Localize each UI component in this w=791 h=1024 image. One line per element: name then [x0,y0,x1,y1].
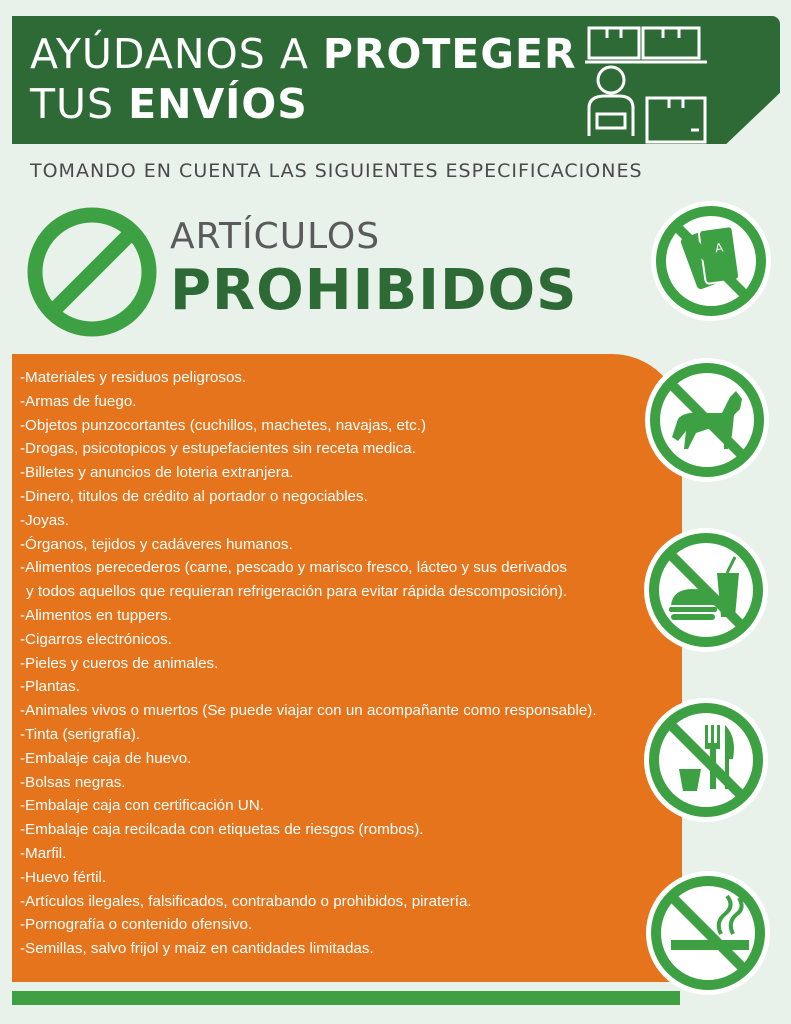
list-item: y todos aquellos que requieran refrigeración para evitar rápida descomposición). [26,583,568,601]
list-item: -Semillas, salvo frijol y maiz en cantidades limitadas. [20,940,374,958]
list-item: -Joyas. [20,511,69,529]
list-item: -Embalaje caja recilcada con etiquetas de riesgos (rombos). [20,821,424,839]
list-item: -Marfil. [20,844,67,862]
list-item: -Bolsas negras. [20,773,126,791]
list-item: -Dinero, titulos de crédito al portador o negociables. [20,487,368,505]
list-item: -Alimentos en tuppers. [20,606,172,624]
prohibited-items-list [20,366,597,961]
list-item: -Cigarros electrónicos. [20,630,172,648]
footer-bar [12,991,680,1005]
list-item: -Drogas, psicotopicos y estupefacientes sin receta medica. [20,440,416,458]
list-item: -Plantas. [20,678,80,696]
list-item: -Pieles y cueros de animales. [20,654,219,672]
list-item: -Pornografía o contenido ofensivo. [20,916,253,934]
list-item: -Huevo fértil. [20,868,107,886]
subtitle: TOMANDO EN CUENTA LAS SIGUIENTES ESPECIFICACIONES [30,160,643,182]
header-title-line2 [30,80,308,128]
list-item: -Armas de fuego. [20,392,137,410]
list-item: -Objetos punzocortantes (cuchillos, machetes, navajas, etc.) [20,416,427,434]
list-item: -Órganos, tejidos y cadáveres humanos. [20,535,293,553]
title-line1: ARTÍCULOS [170,216,381,257]
list-item: -Billetes y anuncios de loteria extranjera. [20,464,294,482]
no-animals-icon [644,357,770,483]
list-item: -Animales vivos o muertos (Se puede viajar con un acompañante como responsable). [20,702,597,720]
no-playing-cards-icon [650,200,772,322]
list-item: -Embalaje caja con certificación UN. [20,797,264,815]
header-line2-regular: TUS [30,80,129,128]
list-item: -Alimentos perecederos (carne, pescado y marisco fresco, lácteo y sus derivados [20,559,567,577]
prohibited-icon [26,206,158,338]
list-item: -Materiales y residuos peligrosos. [20,369,247,386]
no-utensils-icon [643,697,769,823]
header-line1-bold: PROTEGER [322,30,577,78]
no-smoking-icon [645,870,771,996]
header-title-line1 [30,30,577,78]
header-line2-bold: ENVÍOS [128,80,308,128]
no-food-icon [643,527,769,653]
list-item: -Tinta (serigrafía). [20,725,141,743]
list-item: -Artículos ilegales, falsificados, contrabando o prohibidos, piratería. [20,892,472,910]
worker-with-boxes-icon [583,24,713,144]
list-item: -Embalaje caja de huevo. [20,749,192,767]
title-line2: PROHIBIDOS [170,258,578,323]
header-line1-regular: AYÚDANOS A [30,30,323,78]
svg-text:A: A [714,240,725,256]
